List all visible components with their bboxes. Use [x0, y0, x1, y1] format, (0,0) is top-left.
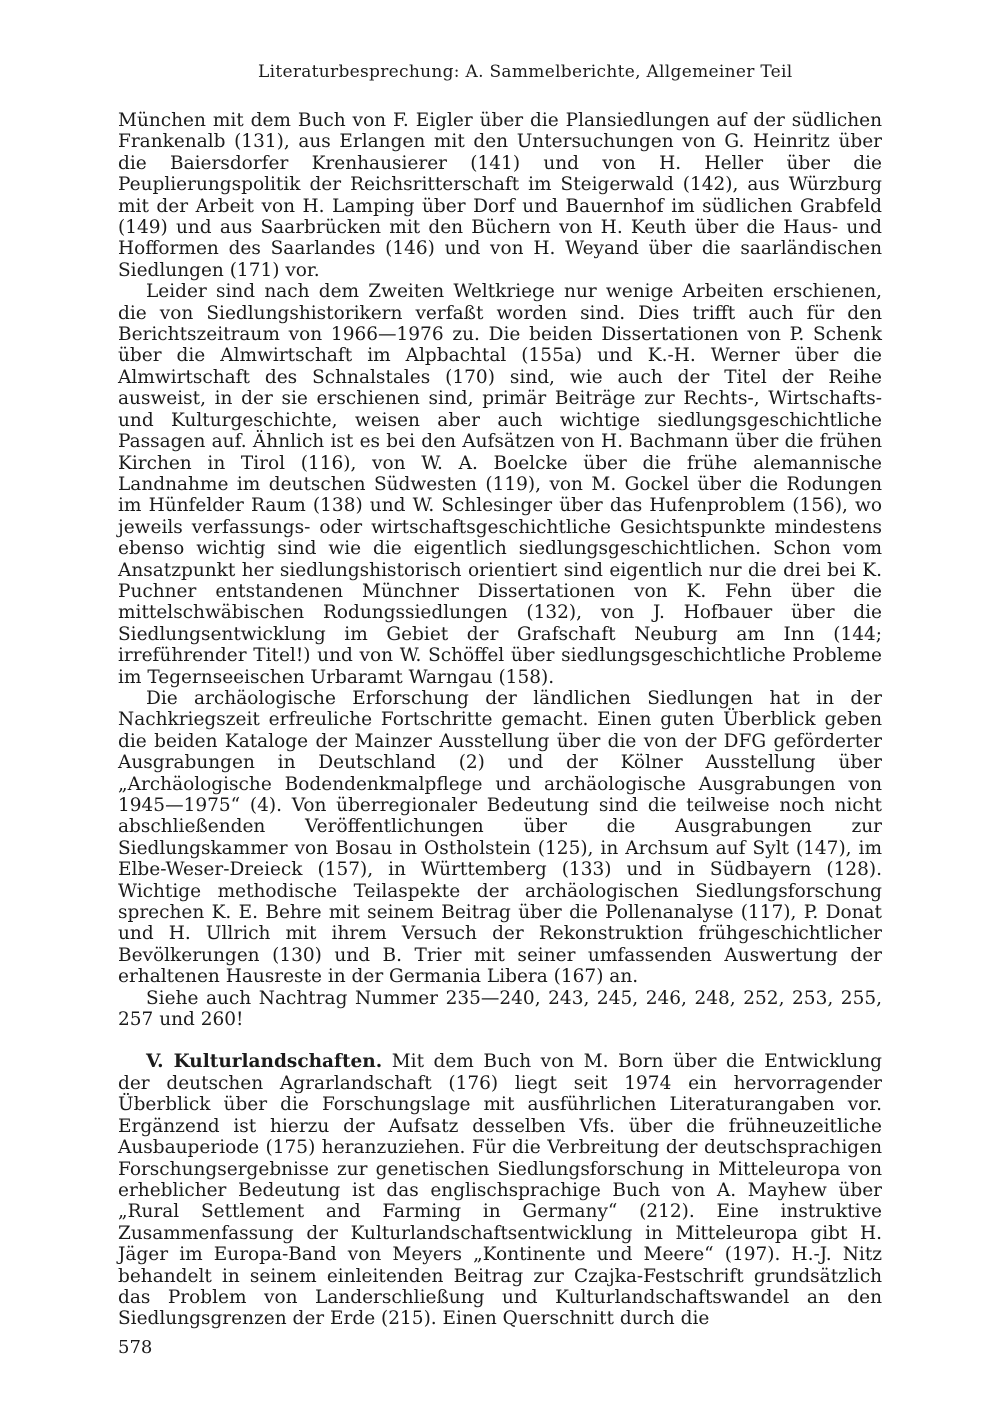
- paragraph-siedlungshistoriker: Leider sind nach dem Zweiten Weltkriege nur wenige Arbeiten erschienen, die von Siedlungshistorikern verfaßt worden sind. Dies trifft auch für den Berichtszeitraum von 1966—1976 zu. Die beiden Dissertationen von P. Schenk über die Almwirtschaft im Alpbachtal (155a) und K.-H. Werner über die Almwirtschaft des Schnalstales (170) sind, wie auch der Titel der Reihe ausweist, in der sie erschienen sind, primär Beiträge zur Rechts-, Wirtschafts- und Kulturgeschichte, weisen aber auch wichtige siedlungsgeschichtliche Passagen auf. Ähnlich ist es bei den Aufsätzen von H. Bachmann über die frühen Kirchen in Tirol (116), von W. A. Boelcke über die frühe alemannische Landnahme im deutschen Südwesten (119), von M. Gockel über die Rodungen im Hünfelder Raum (138) und W. Schlesinger über das Hufenproblem (156), wo jeweils verfassungs- oder wirtschaftsgeschichtliche Gesichtspunkte mindestens ebenso wichtig sind wie die eigentlich siedlungsgeschichtlichen. Schon vom Ansatzpunkt her siedlungshistorisch orientiert sind eigentlich nur die drei bei K. Puchner entstandenen Münchner Dissertationen von K. Fehn über die mittelschwäbischen Rodungssiedlungen (132), von J. Hofbauer über die Siedlungsentwicklung im Gebiet der Grafschaft Neuburg am Inn (144; irreführender Titel!) und von W. Schöffel über siedlungsgeschichtliche Probleme im Tegernseeischen Urbaramt Warngau (158).: [118, 281, 882, 688]
- body-text: [118, 110, 882, 1330]
- page-number: 578: [118, 1337, 153, 1358]
- running-head: Literaturbesprechung: A. Sammelberichte, Allgemeiner Teil: [258, 62, 793, 82]
- paragraph-archaeologie: Die archäologische Erforschung der ländlichen Siedlungen hat in der Nachkriegszeit erfreuliche Fortschritte gemacht. Einen guten Überblick geben die beiden Kataloge der Mainzer Ausstellung über die von der DFG geförderter Ausgrabungen in Deutschland (2) und der Kölner Ausstellung über „Archäologische Bodendenkmalpflege und archäologische Ausgrabungen von 1945—1975“ (4). Von überregionaler Bedeutung sind die teilweise noch nicht abschließenden Veröffentlichungen über die Ausgrabungen zur Siedlungskammer von Bosau in Ostholstein (125), in Archsum auf Sylt (147), im Elbe-Weser-Dreieck (157), in Württemberg (133) und in Südbayern (128). Wichtige methodische Teilaspekte der archäologischen Siedlungsforschung sprechen K. E. Behre mit seinem Beitrag über die Pollenanalyse (117), P. Donat und H. Ullrich mit ihrem Versuch der Rekonstruktion frühgeschichtlicher Bevölkerungen (130) und B. Trier mit seiner umfassenden Auswertung der erhaltenen Hausreste in der Germania Libera (167) an.: [118, 687, 882, 988]
- section-text: Mit dem Buch von M. Born über die Entwicklung der deutschen Agrarlandschaft (176) liegt seit 1974 ein hervorragender Überblick über die Forschungslage mit ausführlichen Literaturangaben vor. Ergänzend ist hierzu der Aufsatz desselben Vfs. über die frühneuzeitliche Ausbauperiode (175) heranzuziehen. Für die Verbreitung der deutschsprachigen Forschungsergebnisse zur genetischen Siedlungsforschung in Mitteleuropa von erheblicher Bedeutung ist das englischsprachige Buch von A. Mayhew über „Rural Settlement and Farming in Germany“ (212). Eine instruktive Zusammenfassung der Kulturlandschaftsentwicklung in Mitteleuropa gibt H. Jäger im Europa-Band von Meyers „Kontinente und Meere“ (197). H.-J. Nitz behandelt in seinem einleitenden Beitrag zur Czajka-Festschrift grundsätzlich das Problem von Landerschließung und Kulturlandschaftswandel an den Siedlungsgrenzen der Erde (215). Einen Querschnitt durch die: [118, 1051, 882, 1330]
- section-heading: V. Kulturlandschaften.: [146, 1051, 383, 1073]
- paragraph-continued: München mit dem Buch von F. Eigler über die Plansiedlungen auf der südlichen Frankenalb (131), aus Erlangen mit den Untersuchungen von G. Heinritz über die Baiersdorfer Krenhausierer (141) und von H. Heller über die Peuplierungspolitik der Reichsritterschaft im Steigerwald (142), aus Würzburg mit der Arbeit von H. Lamping über Dorf und Bauernhof im südlichen Grabfeld (149) und aus Saarbrücken mit den Büchern von H. Keuth über die Haus- und Hofformen des Saarlandes (146) und von H. Weyand über die saarländischen Siedlungen (171) vor.: [118, 110, 882, 281]
- paragraph-nachtrag: Siehe auch Nachtrag Nummer 235—240, 243, 245, 246, 248, 252, 253, 255, 257 und 260!: [118, 987, 882, 1031]
- section-kulturlandschaften: [118, 1051, 882, 1329]
